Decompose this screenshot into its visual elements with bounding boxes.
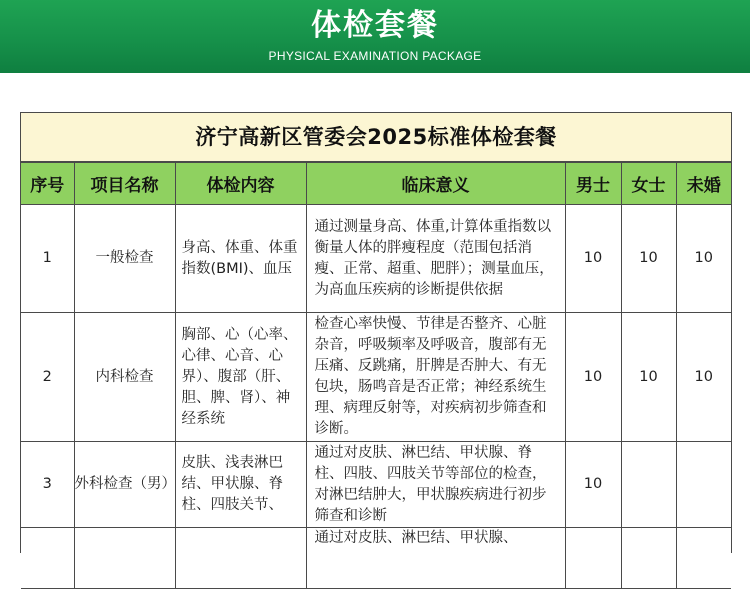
- header-no: 序号: [21, 163, 74, 205]
- header-banner: [0, 0, 750, 73]
- row-no: 2: [21, 313, 74, 442]
- table-row: [21, 442, 731, 528]
- row-meaning: 检查心率快慢、节律是否整齐、心脏杂音，呼吸频率及呼吸音，腹部有无压痛、反跳痛，肝脾是否肿大、有无包块，肠鸣音是否正常；神经系统生理、病理反射等，对疾病初步筛查和诊断。: [306, 313, 565, 442]
- table-row: [21, 313, 731, 442]
- header-clinical-meaning: 临床意义: [306, 163, 565, 205]
- row-female: 10: [621, 313, 676, 442]
- header-item-name: 项目名称: [74, 163, 175, 205]
- page-title: 体检套餐: [311, 8, 439, 43]
- row-male: 10: [565, 313, 621, 442]
- row-male: 10: [565, 442, 621, 528]
- header-unmarried: 未婚: [676, 163, 731, 205]
- package-table: [21, 162, 731, 589]
- row-meaning: 通过对皮肤、淋巴结、甲状腺、: [306, 528, 565, 589]
- header-content: 体检内容: [175, 163, 306, 205]
- row-content: 身高、体重、体重指数(BMI)、血压: [175, 205, 306, 313]
- row-female: [621, 442, 676, 528]
- row-unmarried: 10: [676, 205, 731, 313]
- table-caption: 济宁高新区管委会2025标准体检套餐: [21, 113, 731, 162]
- table-header-row: [21, 163, 731, 205]
- row-female: 10: [621, 205, 676, 313]
- header-male: 男士: [565, 163, 621, 205]
- row-meaning: 通过对皮肤、淋巴结、甲状腺、脊柱、四肢、四肢关节等部位的检查，对淋巴结肿大，甲状腺疾病进行初步筛查和诊断: [306, 442, 565, 528]
- row-no: 3: [21, 442, 74, 528]
- row-male: 10: [565, 205, 621, 313]
- table-row: [21, 205, 731, 313]
- package-table-container: [20, 112, 732, 553]
- row-meaning: 通过测量身高、体重,计算体重指数以衡量人体的胖瘦程度（范围包括消瘦、正常、超重、肥胖）；测量血压，为高血压疾病的诊断提供依据: [306, 205, 565, 313]
- row-unmarried: 10: [676, 313, 731, 442]
- row-content: 皮肤、浅表淋巴结、甲状腺、脊柱、四肢关节、: [175, 442, 306, 528]
- row-no: 1: [21, 205, 74, 313]
- row-unmarried: [676, 442, 731, 528]
- row-item-name: 外科检查（男）: [74, 442, 175, 528]
- row-item-name: 一般检查: [74, 205, 175, 313]
- row-item-name: 内科检查: [74, 313, 175, 442]
- header-female: 女士: [621, 163, 676, 205]
- row-content: 胸部、心（心率、心律、心音、心界）、腹部（肝、胆、脾、肾）、神经系统: [175, 313, 306, 442]
- page-subtitle: PHYSICAL EXAMINATION PACKAGE: [268, 49, 482, 63]
